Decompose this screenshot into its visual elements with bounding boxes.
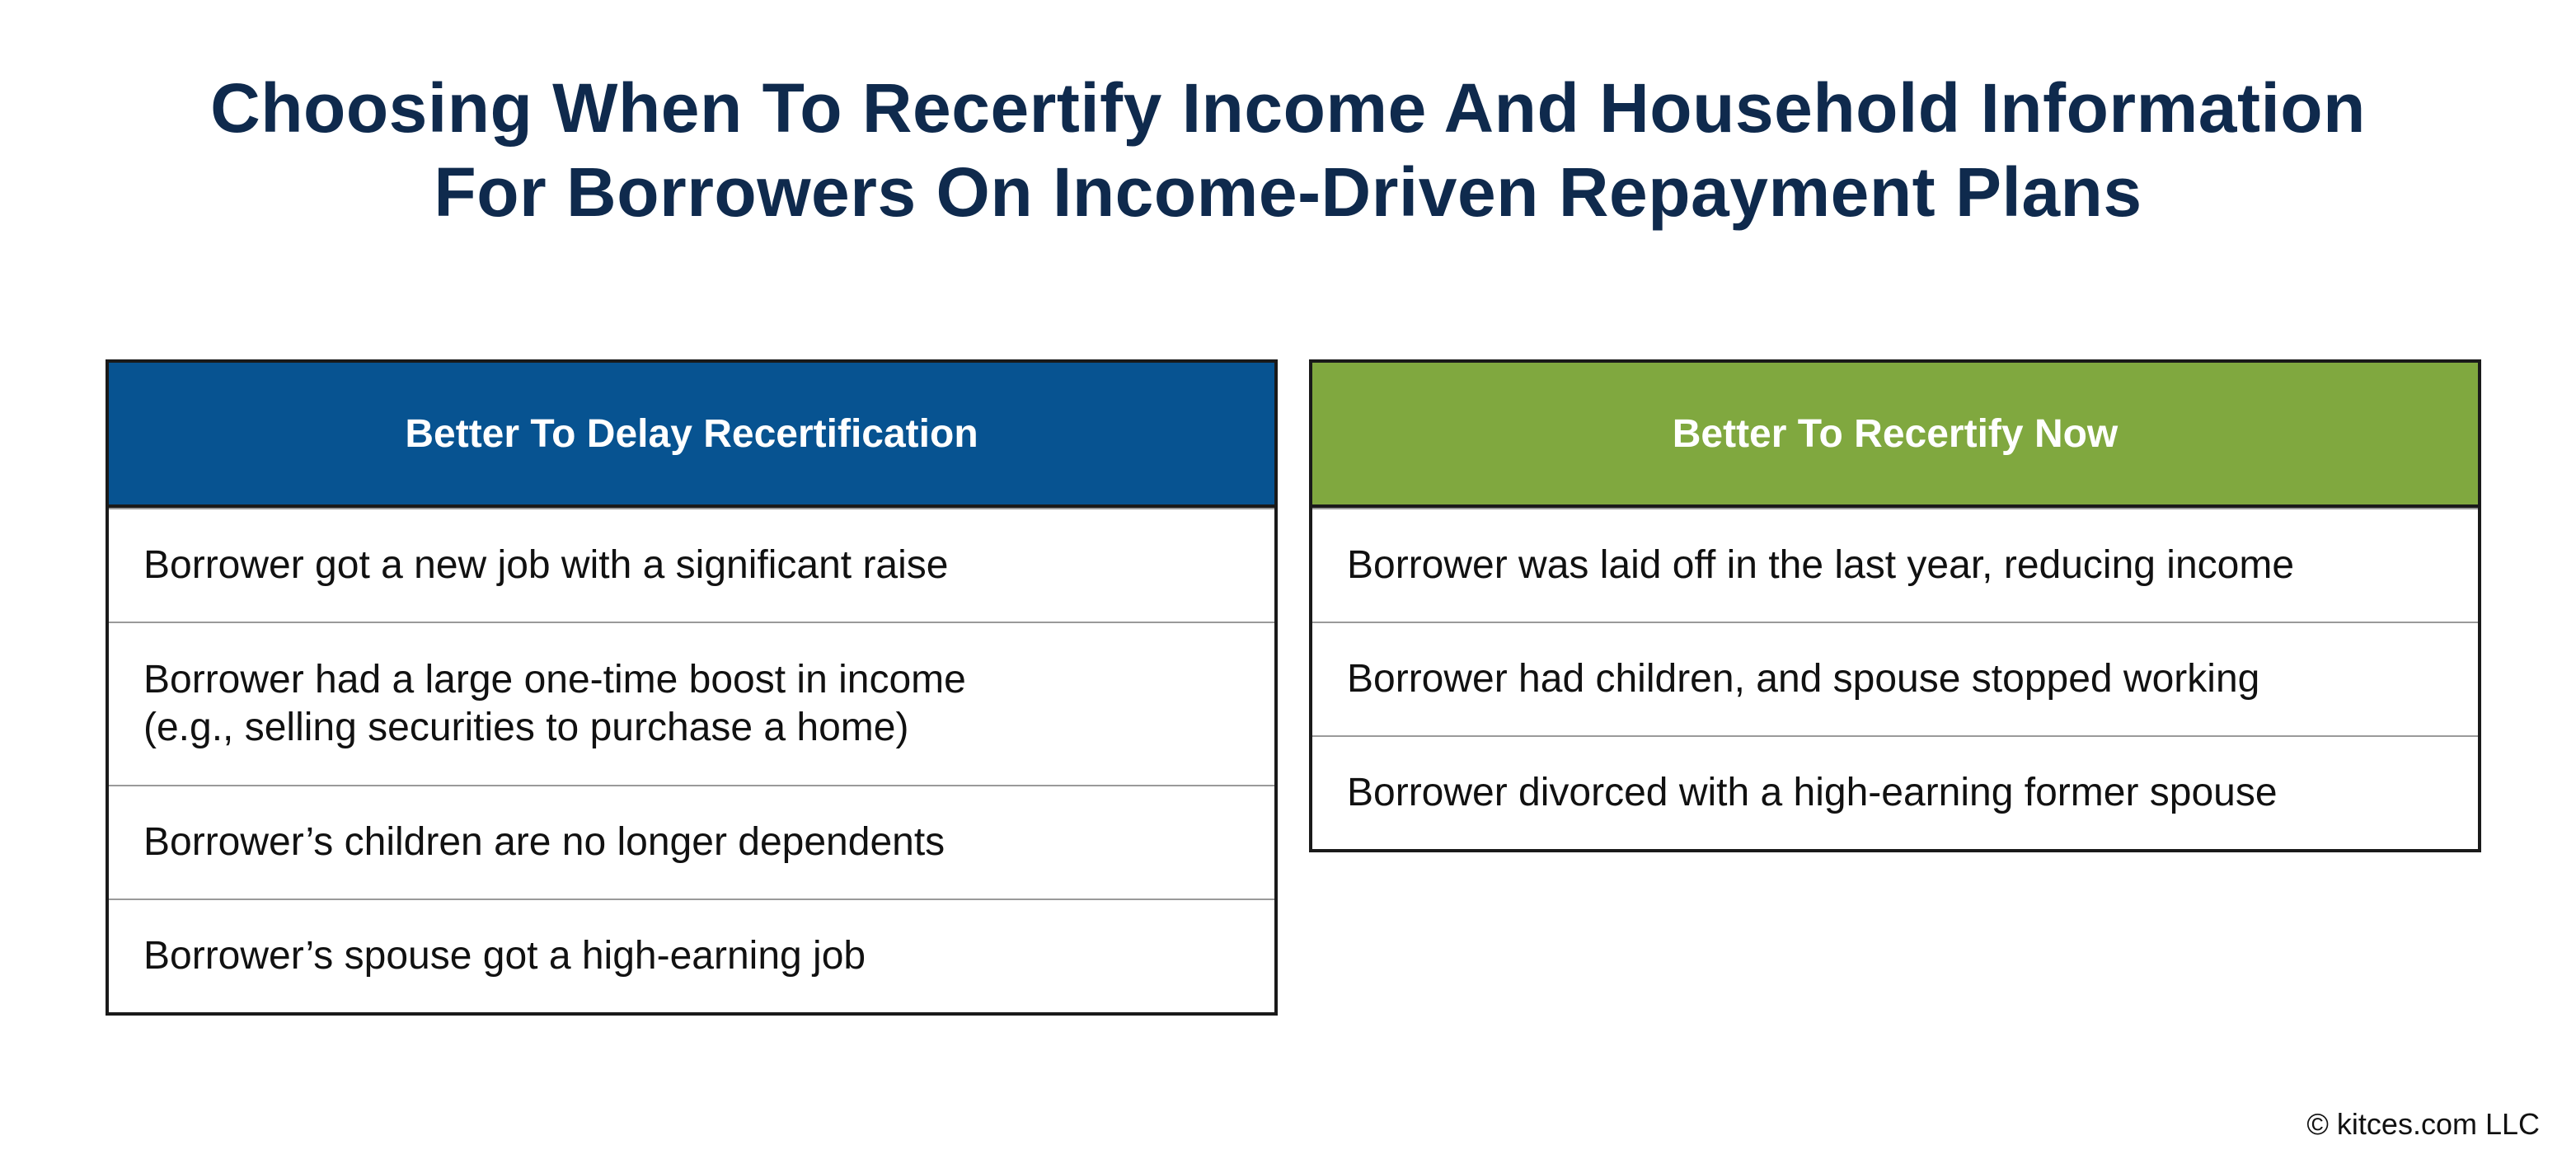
table-row	[109, 622, 1274, 785]
page-title-line-2: For Borrowers On Income-Driven Repayment Plans	[434, 153, 2142, 231]
row-text: Borrower’s spouse got a high-earning job	[143, 934, 866, 978]
table-row	[109, 785, 1274, 899]
copyright-notice: © kitces.com LLC	[2306, 1107, 2540, 1141]
table-row	[1312, 622, 2478, 735]
row-text: Borrower had children, and spouse stopped working	[1347, 657, 2260, 701]
row-text: Borrower got a new job with a significant raise	[143, 543, 949, 587]
delay-recertification-table	[106, 359, 1278, 1016]
row-text: Borrower’s children are no longer dependents	[143, 820, 945, 864]
row-text: Borrower divorced with a high-earning former spouse	[1347, 771, 2278, 814]
table-row	[1312, 508, 2478, 622]
recertify-now-table	[1309, 359, 2481, 852]
page-title	[0, 66, 2576, 234]
row-subtext: (e.g., selling securities to purchase a home)	[143, 706, 909, 749]
page-title-line-1: Choosing When To Recertify Income And Household Information	[210, 69, 2366, 147]
row-text: Borrower had a large one-time boost in income	[143, 658, 966, 701]
delay-recertification-header: Better To Delay Recertification	[109, 363, 1274, 508]
recertify-now-header: Better To Recertify Now	[1312, 363, 2478, 508]
row-text: Borrower was laid off in the last year, reducing income	[1347, 543, 2295, 587]
table-row	[109, 899, 1274, 1012]
table-row	[1312, 735, 2478, 849]
table-row	[109, 508, 1274, 622]
